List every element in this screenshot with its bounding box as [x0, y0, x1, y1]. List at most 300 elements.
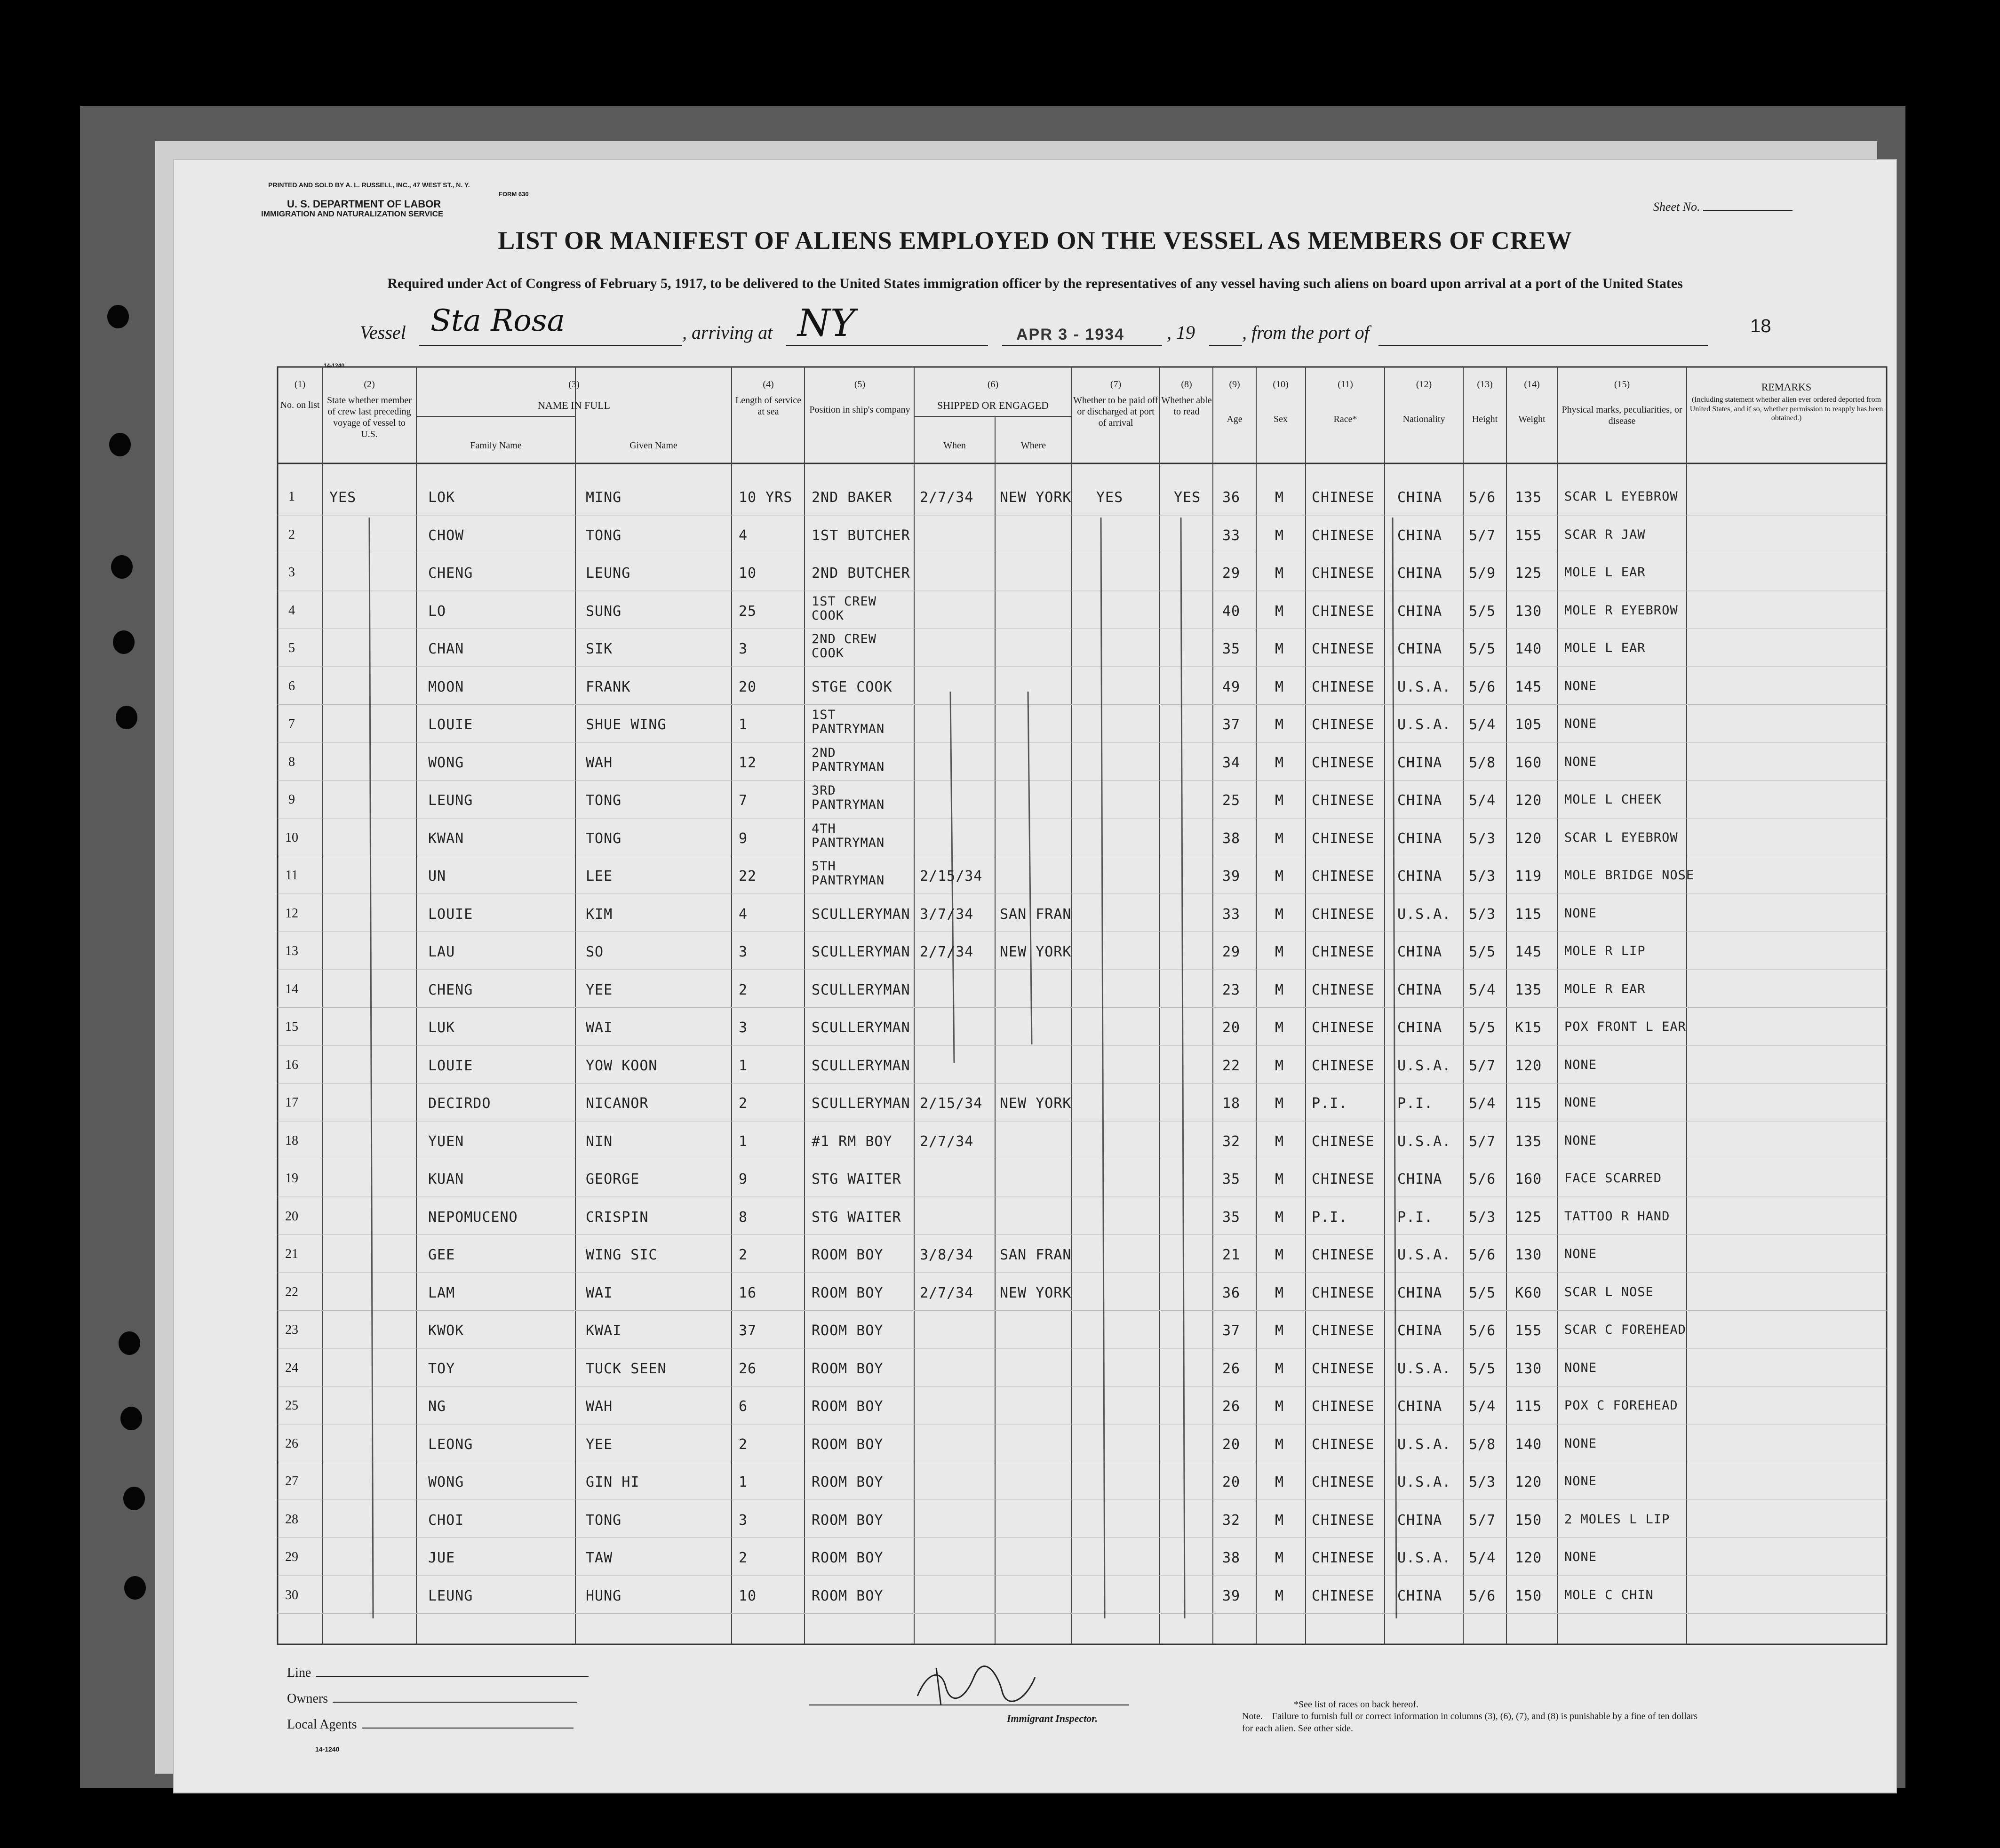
age-cell: 25: [1222, 792, 1241, 809]
col-label: State whether member of crew last preceding voyage of vessel to U.S.: [327, 395, 412, 439]
sheet-number-text: Sheet No.: [1653, 200, 1700, 214]
shipped-where-cell: NEW YORK: [1000, 1095, 1072, 1112]
position-cell: ROOM BOY: [812, 1322, 884, 1339]
height-cell: 5/3: [1469, 906, 1496, 923]
remarks-title: REMARKS: [1761, 381, 1812, 393]
nationality-cell: CHINA: [1397, 1512, 1442, 1529]
nationality-cell: CHINA: [1397, 944, 1442, 960]
vessel-label: Vessel: [360, 322, 406, 343]
weight-cell: 155: [1515, 527, 1542, 544]
col-label: Race*: [1333, 414, 1357, 424]
nationality-cell: U.S.A.: [1397, 1474, 1451, 1490]
sex-cell: M: [1275, 1587, 1284, 1604]
family-name-cell: DECIRDO: [428, 1095, 491, 1112]
shipped-where-cell: NEW YORK: [1000, 489, 1072, 506]
nationality-cell: U.S.A.: [1397, 717, 1451, 733]
position-cell: ROOM BOY: [812, 1360, 884, 1377]
race-cell: CHINESE: [1312, 981, 1375, 998]
ditto-stroke: [369, 518, 373, 1618]
nationality-cell: CHINA: [1397, 489, 1442, 506]
department-name: U. S. DEPARTMENT OF LABOR: [287, 198, 441, 210]
given-name-cell: LEE: [586, 868, 613, 884]
col-label: Physical marks, peculiarities, or disease: [1562, 405, 1682, 426]
col-label: Height: [1472, 414, 1498, 424]
age-cell: 40: [1222, 603, 1241, 620]
nationality-cell: CHINA: [1397, 792, 1442, 809]
service-length-cell: 6: [739, 1398, 748, 1415]
vessel-name-handwritten: Sta Rosa: [430, 303, 565, 338]
height-cell: 5/5: [1469, 641, 1496, 657]
nationality-cell: U.S.A.: [1397, 1133, 1451, 1150]
col-number: (12): [1416, 379, 1432, 390]
physical-marks-cell: NONE: [1564, 1095, 1597, 1110]
family-name-cell: LOUIE: [428, 1057, 473, 1074]
family-name-cell: LEONG: [428, 1436, 473, 1453]
col15-header: [1560, 379, 1684, 427]
race-cell: CHINESE: [1312, 1133, 1375, 1150]
service-length-cell: 25: [739, 603, 757, 620]
fine-note: Note.—Failure to furnish full or correct information in columns (3), (6), (7), and (8) is punishable by a fine of ten dollars for each alien. See other side.: [1242, 1711, 1698, 1734]
col-number: (7): [1110, 379, 1122, 390]
race-cell: CHINESE: [1312, 830, 1375, 847]
position-cell: ROOM BOY: [812, 1436, 884, 1453]
weight-cell: 135: [1515, 981, 1542, 998]
arriving-label: , arriving at: [682, 322, 773, 343]
col-number: (5): [854, 379, 866, 390]
given-name-cell: TONG: [586, 1512, 622, 1529]
col-number: (6): [987, 379, 999, 390]
weight-cell: 115: [1515, 906, 1542, 923]
punch-hole: [107, 305, 129, 328]
col-label: Whether able to read: [1161, 395, 1212, 417]
col-number: (3): [568, 379, 580, 390]
punch-hole: [119, 1331, 140, 1355]
col-number: (11): [1338, 379, 1353, 390]
line-label: [287, 1665, 589, 1681]
col13-header: [1464, 379, 1506, 425]
position-cell: ROOM BOY: [812, 1398, 884, 1415]
family-name-cell: LAU: [428, 944, 455, 960]
remarks-subtitle: (Including statement whether alien ever ordered deported from United States, and if so, whether permission to reapply has been obtained.): [1689, 396, 1883, 422]
able-to-read-cell: YES: [1174, 489, 1201, 506]
weight-cell: 150: [1515, 1512, 1542, 1529]
row-number: 11: [285, 868, 298, 883]
form-number: FORM 630: [499, 191, 529, 198]
position-cell: SCULLERYMAN: [812, 1095, 910, 1112]
printer-line: PRINTED AND SOLD BY A. L. RUSSELL, INC., 47 WEST ST., N. Y.: [268, 181, 470, 189]
height-cell: 5/6: [1469, 1247, 1496, 1263]
physical-marks-cell: 2 MOLES L LIP: [1564, 1512, 1670, 1527]
service-length-cell: 3: [739, 641, 748, 657]
age-cell: 20: [1222, 1020, 1241, 1036]
physical-marks-cell: NONE: [1564, 1360, 1597, 1375]
col10-header: [1257, 379, 1304, 425]
nationality-cell: P.I.: [1397, 1095, 1434, 1112]
weight-cell: 120: [1515, 792, 1542, 809]
height-cell: 5/6: [1469, 1171, 1496, 1187]
position-cell: 2ND PANTRYMAN: [812, 745, 885, 774]
height-cell: 5/8: [1469, 754, 1496, 771]
col9-header: [1214, 379, 1255, 425]
col14-header: [1507, 379, 1556, 425]
row-number: 20: [285, 1209, 298, 1224]
given-name-cell: HUNG: [586, 1587, 622, 1604]
position-cell: SCULLERYMAN: [812, 1020, 910, 1036]
shipped-where-cell: NEW YORK: [1000, 1284, 1072, 1301]
given-name-cell: CRISPIN: [586, 1209, 649, 1226]
sex-cell: M: [1275, 1020, 1284, 1036]
position-cell: ROOM BOY: [812, 1512, 884, 1529]
physical-marks-cell: MOLE C CHIN: [1564, 1587, 1654, 1602]
physical-marks-cell: SCAR L NOSE: [1564, 1284, 1654, 1299]
row-number: 12: [285, 906, 298, 921]
given-name-cell: NICANOR: [586, 1095, 649, 1112]
service-length-cell: 4: [739, 527, 748, 544]
nationality-cell: P.I.: [1397, 1209, 1434, 1226]
col-number: (8): [1181, 379, 1192, 390]
from-port-label: , from the port of: [1242, 322, 1370, 343]
ditto-stroke: [1101, 518, 1105, 1618]
physical-marks-cell: NONE: [1564, 1550, 1597, 1564]
nationality-cell: CHINA: [1397, 1020, 1442, 1036]
service-length-cell: 9: [739, 830, 748, 847]
sex-cell: M: [1275, 1512, 1284, 1529]
nationality-cell: U.S.A.: [1397, 1550, 1451, 1566]
owners-label-text: Owners: [287, 1691, 328, 1706]
row-number: 15: [285, 1020, 298, 1034]
punch-hole: [123, 1487, 145, 1510]
race-cell: CHINESE: [1312, 1057, 1375, 1074]
age-cell: 36: [1222, 489, 1241, 506]
physical-marks-cell: TATTOO R HAND: [1564, 1209, 1670, 1224]
race-cell: P.I.: [1312, 1209, 1348, 1226]
sex-cell: M: [1275, 1284, 1284, 1301]
nationality-cell: CHINA: [1397, 1398, 1442, 1415]
races-note: *See list of races on back hereof.: [1294, 1699, 1418, 1710]
row-number: 9: [288, 792, 295, 807]
col-number: (1): [294, 379, 306, 390]
age-cell: 23: [1222, 981, 1241, 998]
service-name: IMMIGRATION AND NATURALIZATION SERVICE: [261, 209, 444, 218]
given-name-cell: SHUE WING: [586, 717, 667, 733]
physical-marks-cell: NONE: [1564, 678, 1597, 693]
position-cell: 2ND BAKER: [812, 489, 892, 506]
col-label: Sex: [1274, 414, 1288, 424]
sex-cell: M: [1275, 1360, 1284, 1377]
given-name-cell: WAI: [586, 1284, 613, 1301]
col12-header: [1386, 379, 1462, 425]
weight-cell: 130: [1515, 1360, 1542, 1377]
col-label: Weight: [1518, 414, 1546, 424]
owners-field: [333, 1702, 577, 1703]
service-length-cell: 8: [739, 1209, 748, 1226]
weight-cell: 135: [1515, 489, 1542, 506]
sex-cell: M: [1275, 1209, 1284, 1226]
given-name-cell: TUCK SEEN: [586, 1360, 667, 1377]
when-header: When: [943, 440, 966, 451]
sex-cell: M: [1275, 1436, 1284, 1453]
age-cell: 36: [1222, 1284, 1241, 1301]
weight-cell: 160: [1515, 1171, 1542, 1187]
height-cell: 5/5: [1469, 1020, 1496, 1036]
age-cell: 26: [1222, 1360, 1241, 1377]
age-cell: 39: [1222, 1587, 1241, 1604]
nationality-cell: U.S.A.: [1397, 1247, 1451, 1263]
physical-marks-cell: MOLE R EYEBROW: [1564, 603, 1678, 618]
physical-marks-cell: MOLE R EAR: [1564, 981, 1646, 996]
shipped-where-cell: SAN FRAN: [1000, 906, 1072, 923]
family-name-cell: NEPOMUCENO: [428, 1209, 518, 1226]
weight-cell: 115: [1515, 1398, 1542, 1415]
physical-marks-cell: SCAR R JAW: [1564, 527, 1646, 542]
height-cell: 5/3: [1469, 830, 1496, 847]
col-label: Age: [1227, 414, 1243, 424]
race-cell: CHINESE: [1312, 1436, 1375, 1453]
family-name-cell: LUK: [428, 1020, 455, 1036]
nationality-cell: CHINA: [1397, 868, 1442, 884]
sex-cell: M: [1275, 1095, 1284, 1112]
sex-cell: M: [1275, 1474, 1284, 1490]
col11-header: [1307, 379, 1384, 425]
row-number: 1: [288, 489, 295, 504]
position-cell: 3RD PANTRYMAN: [812, 783, 885, 812]
given-name-cell: TONG: [586, 527, 622, 544]
shipped-when-cell: 2/15/34: [920, 868, 983, 884]
family-name-cell: KWOK: [428, 1322, 464, 1339]
sex-cell: M: [1275, 489, 1284, 506]
height-cell: 5/9: [1469, 565, 1496, 581]
race-cell: CHINESE: [1312, 489, 1375, 506]
age-cell: 18: [1222, 1095, 1241, 1112]
race-cell: CHINESE: [1312, 1284, 1375, 1301]
position-cell: 2ND BUTCHER: [812, 565, 910, 581]
manifest-title: LIST OR MANIFEST OF ALIENS EMPLOYED ON THE VESSEL AS MEMBERS OF CREW: [498, 226, 1572, 255]
position-cell: 1ST CREW COOK: [812, 594, 877, 623]
col-number: (15): [1614, 379, 1630, 390]
height-cell: 5/4: [1469, 981, 1496, 998]
nationality-cell: U.S.A.: [1397, 1436, 1451, 1453]
service-length-cell: 4: [739, 906, 748, 923]
height-cell: 5/5: [1469, 1360, 1496, 1377]
col-label: No. on list: [280, 400, 320, 410]
family-name-cell: CHOI: [428, 1512, 464, 1529]
age-cell: 37: [1222, 717, 1241, 733]
family-name-cell: GEE: [428, 1247, 455, 1263]
weight-cell: 140: [1515, 641, 1542, 657]
sex-cell: M: [1275, 906, 1284, 923]
given-name-cell: TONG: [586, 830, 622, 847]
weight-cell: 130: [1515, 603, 1542, 620]
weight-cell: 125: [1515, 565, 1542, 581]
family-name-header: Family Name: [470, 440, 522, 451]
height-cell: 5/7: [1469, 1512, 1496, 1529]
form-code-top: 14-1240: [324, 362, 345, 369]
shipped-when-cell: 2/7/34: [920, 1133, 974, 1150]
punch-hole: [116, 706, 137, 729]
row-number: 10: [285, 830, 298, 845]
position-cell: ROOM BOY: [812, 1587, 884, 1604]
service-length-cell: 16: [739, 1284, 757, 1301]
family-name-cell: LOUIE: [428, 906, 473, 923]
manifest-subtitle: Required under Act of Congress of February 5, 1917, to be delivered to the United States immigration officer by the representatives of any vessel having such aliens on board upon arrival at a port of the United States: [387, 276, 1683, 291]
form-code-bottom: 14-1240: [315, 1745, 340, 1753]
sex-cell: M: [1275, 1171, 1284, 1187]
col4-header: [733, 379, 804, 417]
shipped-where-cell: NEW YORK: [1000, 944, 1072, 960]
weight-cell: 135: [1515, 1133, 1542, 1150]
family-name-cell: LEUNG: [428, 1587, 473, 1604]
row-number: 23: [285, 1322, 298, 1337]
nationality-cell: CHINA: [1397, 830, 1442, 847]
service-length-cell: 1: [739, 1474, 748, 1490]
nationality-cell: CHINA: [1397, 565, 1442, 581]
physical-marks-cell: NONE: [1564, 1436, 1597, 1451]
physical-marks-cell: NONE: [1564, 754, 1597, 769]
given-name-cell: YOW KOON: [586, 1057, 658, 1074]
sex-cell: M: [1275, 792, 1284, 809]
height-cell: 5/5: [1469, 1284, 1496, 1301]
service-length-cell: 2: [739, 981, 748, 998]
age-cell: 38: [1222, 830, 1241, 847]
physical-marks-cell: MOLE L EAR: [1564, 641, 1646, 655]
col-number: (14): [1524, 379, 1540, 390]
given-name-cell: YEE: [586, 981, 613, 998]
weight-cell: 155: [1515, 1322, 1542, 1339]
nationality-cell: CHINA: [1397, 981, 1442, 998]
row-number: 25: [285, 1398, 298, 1413]
physical-marks-cell: MOLE R LIP: [1564, 944, 1646, 958]
physical-marks-cell: POX FRONT L EAR: [1564, 1020, 1686, 1034]
position-cell: 2ND CREW COOK: [812, 632, 877, 661]
physical-marks-cell: SCAR L EYEBROW: [1564, 830, 1678, 845]
service-length-cell: 10: [739, 565, 757, 581]
sex-cell: M: [1275, 830, 1284, 847]
service-length-cell: 7: [739, 792, 748, 809]
race-cell: CHINESE: [1312, 641, 1375, 657]
service-length-cell: 1: [739, 1057, 748, 1074]
weight-cell: 119: [1515, 868, 1542, 884]
col-label: Whether to be paid off or discharged at port of arrival: [1073, 395, 1158, 428]
service-length-cell: 10 YRS: [739, 489, 793, 506]
sex-cell: M: [1275, 678, 1284, 695]
height-cell: 5/4: [1469, 1550, 1496, 1566]
row-number: 14: [285, 981, 298, 996]
race-cell: CHINESE: [1312, 603, 1375, 620]
shipped-when-cell: 3/8/34: [920, 1247, 974, 1263]
sex-cell: M: [1275, 565, 1284, 581]
physical-marks-cell: POX C FOREHEAD: [1564, 1398, 1678, 1413]
physical-marks-cell: FACE SCARRED: [1564, 1171, 1662, 1186]
weight-cell: 160: [1515, 754, 1542, 771]
sex-cell: M: [1275, 1322, 1284, 1339]
col-number: (9): [1229, 379, 1240, 390]
weight-cell: 120: [1515, 1057, 1542, 1074]
age-cell: 39: [1222, 868, 1241, 884]
weight-cell: 115: [1515, 1095, 1542, 1112]
given-name-cell: GEORGE: [586, 1171, 640, 1187]
age-cell: 29: [1222, 565, 1241, 581]
weight-cell: 145: [1515, 944, 1542, 960]
shipped-where-cell: SAN FRAN: [1000, 1247, 1072, 1263]
row-number: 8: [288, 754, 295, 769]
position-cell: 1ST BUTCHER: [812, 527, 910, 544]
col5-header: [807, 379, 913, 415]
height-cell: 5/4: [1469, 717, 1496, 733]
family-name-cell: WONG: [428, 1474, 464, 1490]
year-label: , 19: [1167, 322, 1195, 343]
service-length-cell: 12: [739, 754, 757, 771]
nationality-cell: CHINA: [1397, 1587, 1442, 1604]
row-number: 5: [288, 641, 295, 655]
line-label-text: Line: [287, 1665, 311, 1680]
owners-label: [287, 1691, 577, 1706]
race-cell: CHINESE: [1312, 527, 1375, 544]
race-cell: P.I.: [1312, 1095, 1348, 1112]
age-cell: 35: [1222, 1209, 1241, 1226]
inspector-signature: [908, 1658, 1059, 1715]
weight-cell: 150: [1515, 1587, 1542, 1604]
row-number: 22: [285, 1284, 298, 1299]
sex-cell: M: [1275, 981, 1284, 998]
arrival-date-stamp: APR 3 - 1934: [1016, 326, 1124, 343]
shipped-when-cell: 2/7/34: [920, 944, 974, 960]
age-cell: 33: [1222, 527, 1241, 544]
row-number: 28: [285, 1512, 298, 1527]
inspector-label: Immigrant Inspector.: [1007, 1713, 1098, 1724]
service-length-cell: 2: [739, 1095, 748, 1112]
given-name-cell: TAW: [586, 1550, 613, 1566]
race-cell: CHINESE: [1312, 1587, 1375, 1604]
sex-cell: M: [1275, 944, 1284, 960]
col-label: Length of service at sea: [735, 395, 801, 417]
race-cell: CHINESE: [1312, 868, 1375, 884]
physical-marks-cell: NONE: [1564, 1057, 1597, 1072]
family-name-cell: LOUIE: [428, 717, 473, 733]
row-number: 26: [285, 1436, 298, 1451]
position-cell: SCULLERYMAN: [812, 906, 910, 923]
physical-marks-cell: SCAR L EYEBROW: [1564, 489, 1678, 504]
race-cell: CHINESE: [1312, 906, 1375, 923]
col1-header: [280, 379, 320, 411]
family-name-cell: YUEN: [428, 1133, 464, 1150]
family-name-cell: KWAN: [428, 830, 464, 847]
family-name-cell: MOON: [428, 678, 464, 695]
family-name-cell: CHENG: [428, 981, 473, 998]
physical-marks-cell: NONE: [1564, 1474, 1597, 1489]
weight-cell: K60: [1515, 1284, 1542, 1301]
service-length-cell: 26: [739, 1360, 757, 1377]
physical-marks-cell: NONE: [1564, 906, 1597, 921]
family-name-cell: JUE: [428, 1550, 455, 1566]
position-cell: 1ST PANTRYMAN: [812, 708, 885, 736]
punch-hole: [111, 555, 133, 579]
col-number: (10): [1273, 379, 1289, 390]
col-label: Position in ship's company: [809, 405, 910, 415]
row-number: 13: [285, 944, 298, 958]
height-cell: 5/3: [1469, 868, 1496, 884]
given-name-cell: MING: [586, 489, 622, 506]
row-number: 21: [285, 1247, 298, 1261]
position-cell: STG WAITER: [812, 1209, 901, 1226]
prev-voyage-cell: YES: [329, 489, 357, 506]
position-cell: 5TH PANTRYMAN: [812, 859, 885, 888]
position-cell: SCULLERYMAN: [812, 1057, 910, 1074]
position-cell: ROOM BOY: [812, 1550, 884, 1566]
line-field: [316, 1676, 589, 1677]
service-length-cell: 2: [739, 1436, 748, 1453]
given-name-cell: WING SIC: [586, 1247, 658, 1263]
sex-cell: M: [1275, 754, 1284, 771]
